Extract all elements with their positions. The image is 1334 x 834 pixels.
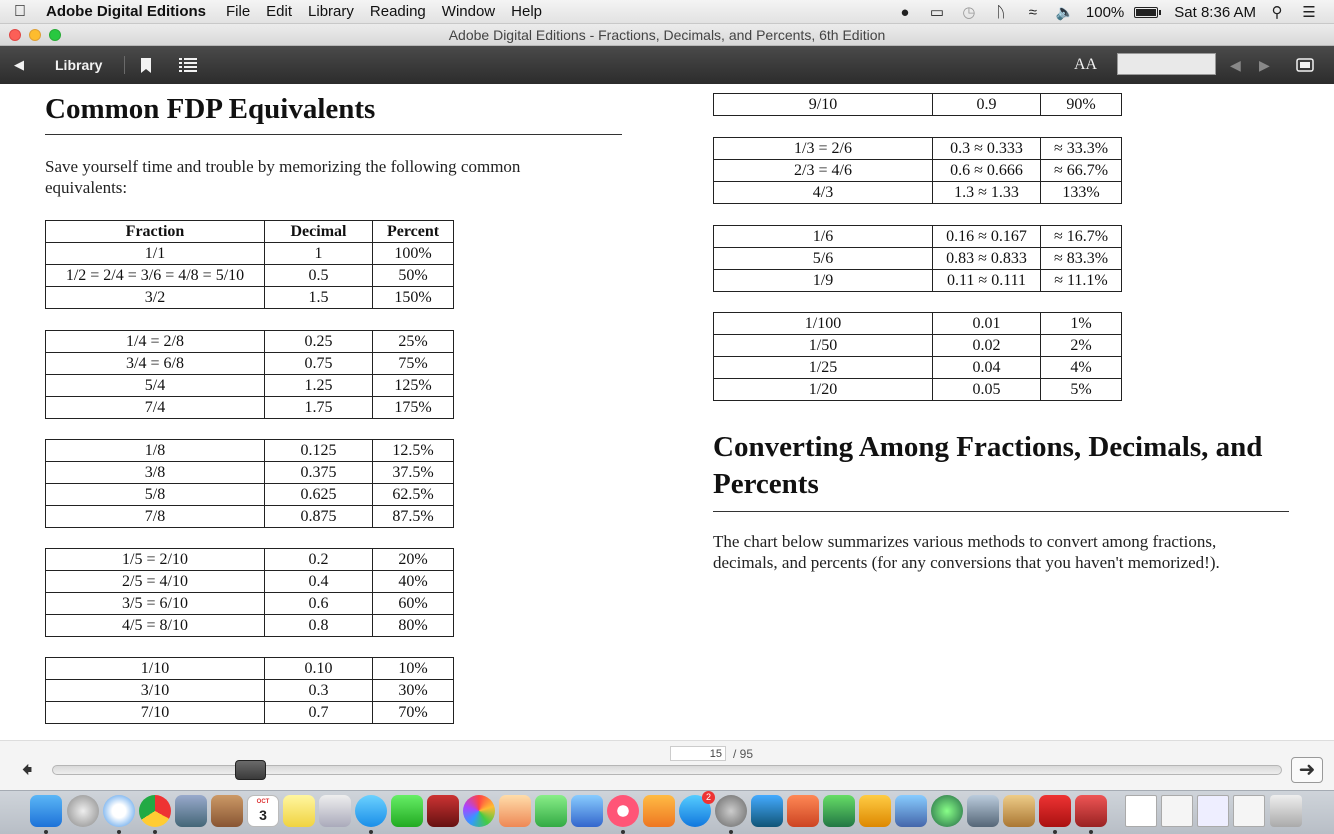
decimal-cell: 0.3 ≈ 0.333 xyxy=(933,138,1041,160)
app-store-badge: 2 xyxy=(702,791,715,804)
percent-cell: 133% xyxy=(1041,182,1122,204)
decimal-cell: 1.75 xyxy=(265,397,373,419)
menu-help[interactable]: Help xyxy=(511,3,542,20)
running-indicator xyxy=(621,830,625,834)
header-percent: Percent xyxy=(373,221,454,243)
battery-percent: 100% xyxy=(1085,3,1125,21)
fdp-table-right-group-2 xyxy=(713,137,1122,204)
reminders-icon[interactable] xyxy=(319,795,351,827)
decimal-cell: 0.125 xyxy=(265,440,373,462)
decimal-cell: 0.4 xyxy=(265,571,373,593)
table-row xyxy=(46,397,454,419)
percent-cell: 10% xyxy=(373,658,454,680)
percent-cell: 2% xyxy=(1041,335,1122,357)
table-row xyxy=(46,353,454,375)
fraction-cell: 1/100 xyxy=(714,313,933,335)
fraction-cell: 1/8 xyxy=(46,440,265,462)
fullscreen-icon[interactable] xyxy=(1296,46,1314,84)
menu-edit[interactable]: Edit xyxy=(266,3,293,20)
word-icon[interactable] xyxy=(751,795,783,827)
table-row xyxy=(46,593,454,615)
fraction-cell: 3/5 = 6/10 xyxy=(46,593,265,615)
percent-cell: 12.5% xyxy=(373,440,454,462)
maximize-window-button[interactable] xyxy=(49,29,61,41)
running-indicator xyxy=(153,830,157,834)
facetime-icon[interactable] xyxy=(391,795,423,827)
fraction-cell: 1/3 = 2/6 xyxy=(714,138,933,160)
table-row xyxy=(714,94,1122,116)
decimal-cell: 1.5 xyxy=(265,287,373,309)
decimal-cell: 0.02 xyxy=(933,335,1041,357)
intro-paragraph: Save yourself time and trouble by memorizing the following common equivalents: xyxy=(45,157,521,197)
status-area xyxy=(894,0,1334,24)
percent-cell: 37.5% xyxy=(373,462,454,484)
decimal-cell: 0.2 xyxy=(265,549,373,571)
excel-icon[interactable] xyxy=(823,795,855,827)
fraction-cell: 9/10 xyxy=(714,94,933,116)
fdp-table-group-3 xyxy=(45,439,454,528)
header-fraction: Fraction xyxy=(46,221,265,243)
running-indicator xyxy=(44,830,48,834)
heading-rule xyxy=(713,511,1289,512)
fraction-cell: 5/6 xyxy=(714,248,933,270)
back-arrow-icon[interactable]: ◀ xyxy=(14,57,24,72)
keynote-icon[interactable] xyxy=(571,795,603,827)
numbers-icon[interactable] xyxy=(535,795,567,827)
fdp-table-group-5 xyxy=(45,657,454,724)
acrobat-icon[interactable] xyxy=(1039,795,1071,827)
decimal-cell: 0.11 ≈ 0.111 xyxy=(933,270,1041,292)
page-navigation-bar xyxy=(0,740,1334,790)
running-indicator xyxy=(1089,830,1093,834)
table-row xyxy=(714,160,1122,182)
downloads-stack-icon[interactable] xyxy=(1161,795,1193,827)
header-decimal: Decimal xyxy=(265,221,373,243)
percent-cell: ≈ 16.7% xyxy=(1041,226,1122,248)
decimal-cell: 0.10 xyxy=(265,658,373,680)
menu-library[interactable]: Library xyxy=(308,3,354,20)
table-row xyxy=(46,484,454,506)
fraction-cell: 3/8 xyxy=(46,462,265,484)
fraction-cell: 1/10 xyxy=(46,658,265,680)
table-row xyxy=(714,335,1122,357)
library-button[interactable]: Library xyxy=(55,57,103,73)
percent-cell: ≈ 11.1% xyxy=(1041,270,1122,292)
utility-app-icon[interactable] xyxy=(967,795,999,827)
messages-icon[interactable] xyxy=(355,795,387,827)
table-row xyxy=(46,265,454,287)
table-row xyxy=(714,357,1122,379)
fraction-cell: 1/9 xyxy=(714,270,933,292)
decimal-cell: 0.625 xyxy=(265,484,373,506)
app-store-icon[interactable] xyxy=(679,792,711,827)
page-total: / 95 xyxy=(733,747,754,761)
running-indicator xyxy=(1053,830,1057,834)
chrome-icon[interactable] xyxy=(139,795,171,827)
fraction-cell: 1/20 xyxy=(714,379,933,401)
percent-cell: ≈ 83.3% xyxy=(1041,248,1122,270)
photos-icon[interactable] xyxy=(463,795,495,827)
fdp-table-right-group-3 xyxy=(713,225,1122,292)
percent-cell: 4% xyxy=(1041,357,1122,379)
evernote-icon[interactable]: ● xyxy=(900,3,910,21)
decimal-cell: 0.7 xyxy=(265,702,373,724)
table-row xyxy=(46,375,454,397)
decimal-cell: 0.8 xyxy=(265,615,373,637)
book-page xyxy=(0,84,1334,740)
decimal-cell: 1.25 xyxy=(265,375,373,397)
percent-cell: ≈ 66.7% xyxy=(1041,160,1122,182)
percent-cell: 100% xyxy=(373,243,454,265)
previous-page-icon[interactable]: ◀ xyxy=(1230,57,1241,73)
preview-icon[interactable] xyxy=(175,795,207,827)
fraction-cell: 7/4 xyxy=(46,397,265,419)
percent-cell: 62.5% xyxy=(373,484,454,506)
ibooks-icon[interactable] xyxy=(643,795,675,827)
percent-cell: ≈ 33.3% xyxy=(1041,138,1122,160)
percent-cell: 50% xyxy=(373,265,454,287)
percent-cell: 5% xyxy=(1041,379,1122,401)
menu-window[interactable]: Window xyxy=(441,3,496,20)
decimal-cell: 0.6 xyxy=(265,593,373,615)
fraction-cell: 7/8 xyxy=(46,506,265,528)
contacts-icon[interactable] xyxy=(211,795,243,827)
section-heading-converting: Converting Among Fractions, Decimals, and Percents xyxy=(713,431,1263,500)
fraction-cell: 4/5 = 8/10 xyxy=(46,615,265,637)
photo-booth-icon[interactable] xyxy=(427,795,459,827)
window-title: Adobe Digital Editions - Fractions, Decimals, and Percents, 6th Edition xyxy=(448,27,886,43)
percent-cell: 25% xyxy=(373,331,454,353)
percent-cell: 1% xyxy=(1041,313,1122,335)
table-row xyxy=(714,270,1122,292)
converting-paragraph: The chart below summarizes various methods to convert among fractions, decimals, and percents (for any conversions that you haven't memorized!). xyxy=(713,532,1220,572)
decimal-cell: 0.75 xyxy=(265,353,373,375)
decimal-cell: 0.875 xyxy=(265,506,373,528)
fdp-table-group-2 xyxy=(45,330,454,419)
fraction-cell: 5/8 xyxy=(46,484,265,506)
decimal-cell: 1.3 ≈ 1.33 xyxy=(933,182,1041,204)
decimal-cell: 0.375 xyxy=(265,462,373,484)
percent-cell: 70% xyxy=(373,702,454,724)
decimal-cell: 0.05 xyxy=(933,379,1041,401)
decimal-cell: 0.04 xyxy=(933,357,1041,379)
bookmark-icon[interactable] xyxy=(140,46,152,84)
time-machine-icon[interactable]: ◷ xyxy=(962,4,976,21)
digital-editions-icon[interactable] xyxy=(1075,795,1107,827)
files-stack-icon[interactable] xyxy=(1233,795,1265,827)
percent-cell: 90% xyxy=(1041,94,1122,116)
table-row xyxy=(46,680,454,702)
fraction-cell: 3/4 = 6/8 xyxy=(46,353,265,375)
decimal-cell: 0.01 xyxy=(933,313,1041,335)
trash-icon[interactable] xyxy=(1270,795,1302,827)
percent-cell: 75% xyxy=(373,353,454,375)
table-row xyxy=(714,182,1122,204)
airplay-icon[interactable]: ▭ xyxy=(929,4,944,21)
table-row xyxy=(46,440,454,462)
calendar-icon[interactable] xyxy=(247,795,279,827)
document-icon[interactable] xyxy=(1125,795,1157,827)
percent-cell: 20% xyxy=(373,549,454,571)
close-window-button[interactable] xyxy=(9,29,21,41)
decimal-cell: 0.9 xyxy=(933,94,1041,116)
table-row xyxy=(46,658,454,680)
page-number-input[interactable] xyxy=(670,746,726,761)
running-indicator xyxy=(117,830,121,834)
next-page-icon[interactable]: ▶ xyxy=(1259,57,1270,73)
menu-bar xyxy=(0,0,1334,24)
table-row xyxy=(46,549,454,571)
heading-rule xyxy=(45,134,622,135)
notes-icon[interactable] xyxy=(283,795,315,827)
fraction-cell: 1/1 xyxy=(46,243,265,265)
network-utility-icon[interactable] xyxy=(931,795,963,827)
calendar-day: 3 xyxy=(259,807,267,823)
fraction-cell: 3/2 xyxy=(46,287,265,309)
fraction-cell: 7/10 xyxy=(46,702,265,724)
toolbar-divider xyxy=(124,56,125,74)
outlook-icon[interactable] xyxy=(859,795,891,827)
percent-cell: 125% xyxy=(373,375,454,397)
pages-icon[interactable] xyxy=(499,795,531,827)
powerpoint-icon[interactable] xyxy=(787,795,819,827)
itunes-icon[interactable] xyxy=(607,795,639,827)
font-size-icon[interactable]: AA xyxy=(1074,56,1098,73)
table-row xyxy=(46,571,454,593)
table-row xyxy=(714,313,1122,335)
table-row xyxy=(46,702,454,724)
safari-icon[interactable] xyxy=(103,795,135,827)
percent-cell: 87.5% xyxy=(373,506,454,528)
table-of-contents-icon[interactable] xyxy=(179,46,197,84)
fraction-cell: 3/10 xyxy=(46,680,265,702)
decimal-cell: 1 xyxy=(265,243,373,265)
table-row xyxy=(714,379,1122,401)
running-indicator xyxy=(729,830,733,834)
search-input[interactable] xyxy=(1117,53,1216,75)
page-slider-thumb[interactable] xyxy=(235,760,266,780)
table-row xyxy=(46,287,454,309)
volume-icon[interactable]: 🔈 xyxy=(1055,4,1075,21)
menu-file[interactable]: File xyxy=(226,3,251,20)
spotlight-icon[interactable]: ⚲ xyxy=(1271,4,1283,21)
finder-icon[interactable] xyxy=(30,795,62,827)
system-preferences-icon[interactable] xyxy=(715,795,747,827)
percent-cell: 175% xyxy=(373,397,454,419)
section-heading-common-fdp: Common FDP Equivalents xyxy=(45,93,376,125)
menu-reading[interactable]: Reading xyxy=(369,3,426,20)
bluetooth-icon[interactable]: ᚢ xyxy=(996,3,1006,21)
decimal-cell: 0.25 xyxy=(265,331,373,353)
percent-cell: 150% xyxy=(373,287,454,309)
fdp-table-group-1 xyxy=(45,220,454,309)
fdp-table-group-4 xyxy=(45,548,454,637)
wifi-icon[interactable]: ≈ xyxy=(1028,3,1038,21)
launchpad-icon[interactable] xyxy=(67,795,99,827)
table-row xyxy=(714,226,1122,248)
window-title-bar xyxy=(0,24,1334,46)
fraction-cell: 4/3 xyxy=(714,182,933,204)
fdp-table-right-group-4 xyxy=(713,312,1122,401)
percent-cell: 60% xyxy=(373,593,454,615)
table-row xyxy=(46,243,454,265)
screenshot-stack-icon[interactable] xyxy=(1197,795,1229,827)
table-row xyxy=(46,506,454,528)
lync-icon[interactable] xyxy=(895,795,927,827)
fraction-cell: 1/6 xyxy=(714,226,933,248)
table-row xyxy=(46,462,454,484)
dock xyxy=(0,790,1334,834)
fraction-cell: 1/2 = 2/4 = 3/6 = 4/8 = 5/10 xyxy=(46,265,265,287)
fraction-cell: 2/5 = 4/10 xyxy=(46,571,265,593)
previous-page-button[interactable]: 🠸 xyxy=(21,757,33,782)
fdp-table-right-group-1 xyxy=(713,93,1122,116)
table-row xyxy=(714,138,1122,160)
decimal-cell: 0.83 ≈ 0.833 xyxy=(933,248,1041,270)
apple-icon[interactable] xyxy=(0,3,40,21)
calendar-month: OCT xyxy=(256,799,270,805)
decimal-cell: 0.5 xyxy=(265,265,373,287)
menubar-clock[interactable]: Sat 8:36 AM xyxy=(1174,3,1256,21)
fraction-cell: 1/4 = 2/8 xyxy=(46,331,265,353)
archive-utility-icon[interactable] xyxy=(1003,795,1035,827)
decimal-cell: 0.3 xyxy=(265,680,373,702)
battery-icon[interactable] xyxy=(1134,7,1158,18)
next-page-button[interactable]: ➜ xyxy=(1291,757,1323,783)
percent-cell: 30% xyxy=(373,680,454,702)
minimize-window-button[interactable] xyxy=(29,29,41,41)
table-row xyxy=(46,331,454,353)
running-indicator xyxy=(369,830,373,834)
percent-cell: 40% xyxy=(373,571,454,593)
fraction-cell: 5/4 xyxy=(46,375,265,397)
app-menu[interactable]: Adobe Digital Editions xyxy=(46,3,206,20)
fraction-cell: 1/50 xyxy=(714,335,933,357)
fraction-cell: 1/25 xyxy=(714,357,933,379)
fraction-cell: 2/3 = 4/6 xyxy=(714,160,933,182)
table-header-row xyxy=(46,221,454,243)
table-row xyxy=(714,248,1122,270)
percent-cell: 80% xyxy=(373,615,454,637)
decimal-cell: 0.16 ≈ 0.167 xyxy=(933,226,1041,248)
notification-center-icon[interactable]: ☰ xyxy=(1302,4,1316,21)
table-row xyxy=(46,615,454,637)
fraction-cell: 1/5 = 2/10 xyxy=(46,549,265,571)
decimal-cell: 0.6 ≈ 0.666 xyxy=(933,160,1041,182)
